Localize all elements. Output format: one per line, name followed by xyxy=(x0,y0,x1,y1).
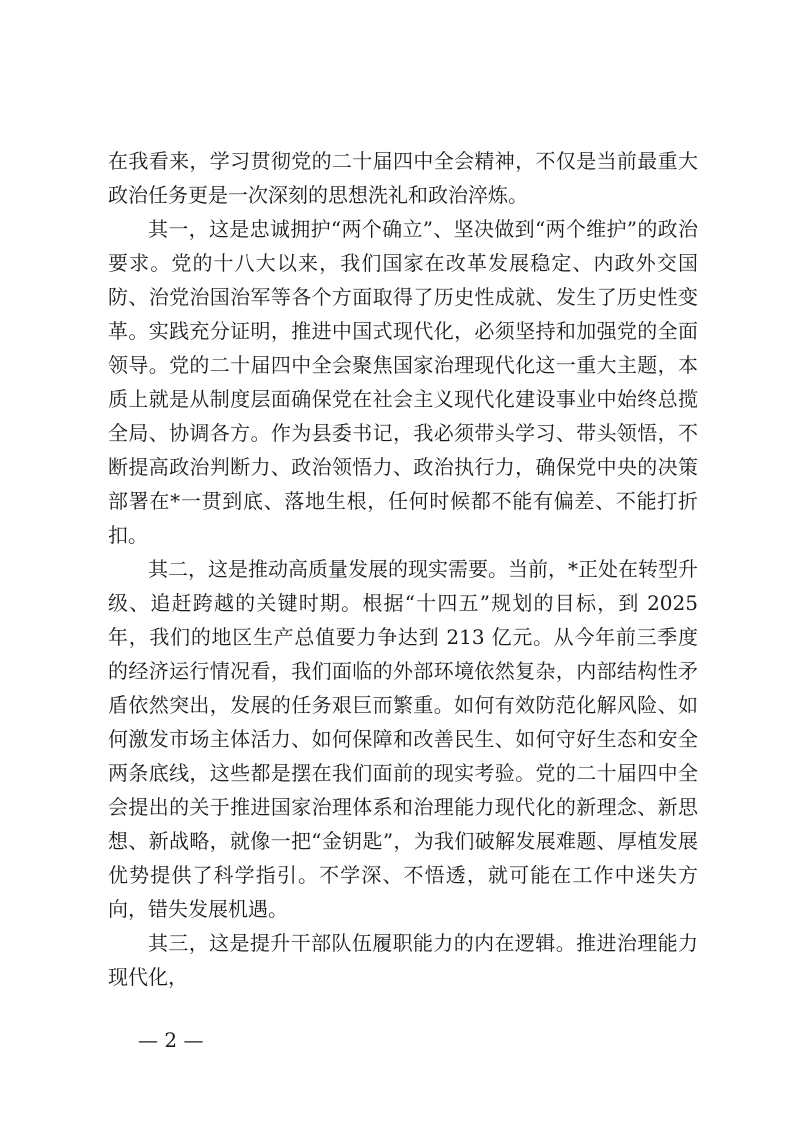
paragraph-second-point: 其二，这是推动高质量发展的现实需要。当前，*正处在转型升级、追赶跨越的关键时期。根据“十四五”规划的目标，到 2025 年，我们的地区生产总值要力争达到 213 亿元。从今年前三季度的经济运行情况看，我们面临的外部环境依然复杂，内部结构性矛盾依然突出，发展的任务艰巨而繁重。如何有效防范化解风险、如何激发市场主体活力、如何保障和改善民生、如何守好生态和安全两条底线，这些都是摆在我们面前的现实考验。党的二十届四中全会提出的关于推进国家治理体系和治理能力现代化的新理念、新思想、新战略，就像一把“金钥匙”，为我们破解发展难题、厚植发展优势提供了科学指引。不学深、不悟透，就可能在工作中迷失方向，错失发展机遇。 xyxy=(108,557,698,921)
page-number: — 2 — xyxy=(138,1028,204,1052)
paragraph-intro: 在我看来，学习贯彻党的二十届四中全会精神，不仅是当前最重大政治任务更是一次深刻的思想洗礼和政治淬炼。 xyxy=(108,149,698,207)
paragraph-first-point: 其一，这是忠诚拥护“两个确立”、坚决做到“两个维护”的政治要求。党的十八大以来，我们国家在改革发展稳定、内政外交国防、治党治国治军等各个方面取得了历史性成就、发生了历史性变革。实践充分证明，推进中国式现代化，必须坚持和加强党的全面领导。党的二十届四中全会聚焦国家治理现代化这一重大主题，本质上就是从制度层面确保党在社会主义现代化建设事业中始终总揽全局、协调各方。作为县委书记，我必须带头学习、带头领悟，不断提高政治判断力、政治领悟力、政治执行力，确保党中央的决策部署在*一贯到底、落地生根，任何时候都不能有偏差、不能打折扣。 xyxy=(108,217,698,547)
document-body xyxy=(108,144,698,994)
paragraph-third-point: 其三，这是提升干部队伍履职能力的内在逻辑。推进治理能力现代化， xyxy=(108,931,698,989)
